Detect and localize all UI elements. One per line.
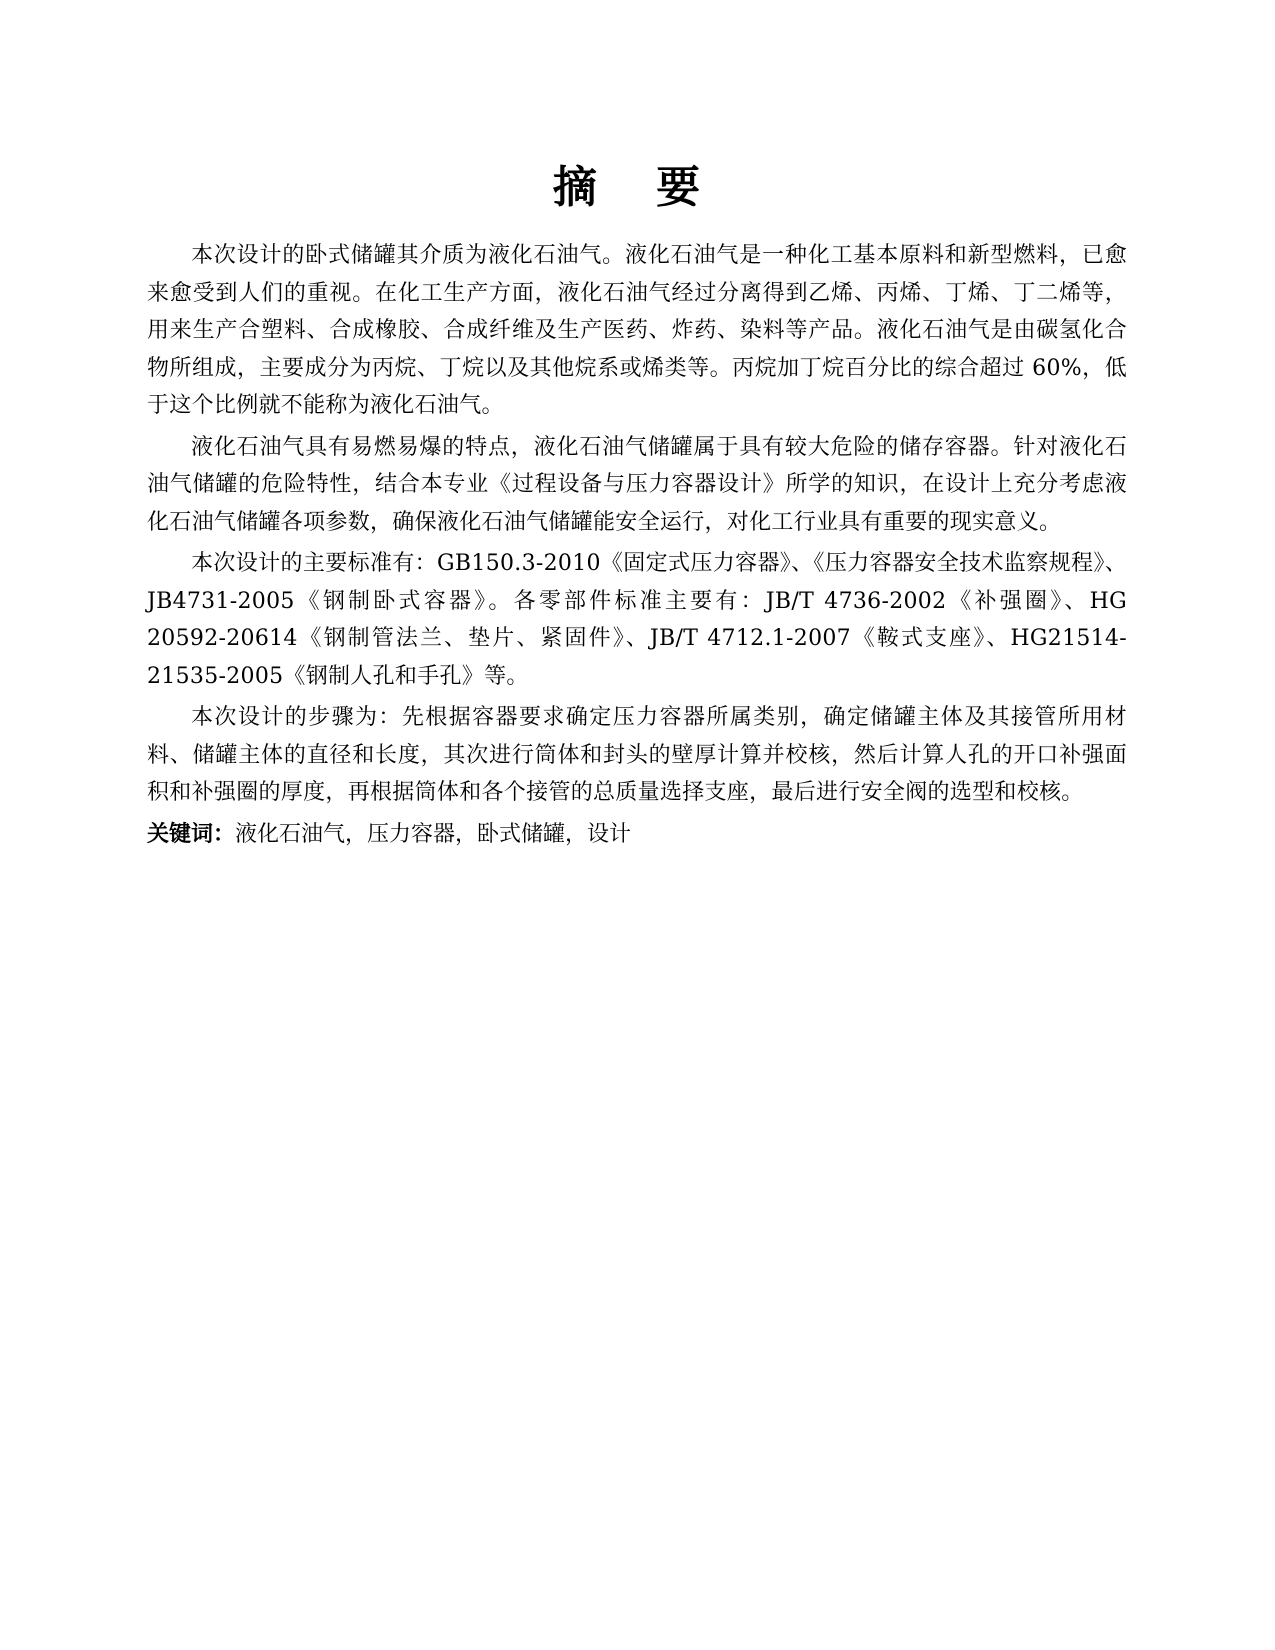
abstract-paragraph-2: 液化石油气具有易燃易爆的特点，液化石油气储罐属于具有较大危险的储存容器。针对液化石油气储罐的危险特性，结合本专业《过程设备与压力容器设计》所学的知识，在设计上充分考虑液化石油气储罐各项参数，确保液化石油气储罐能安全运行，对化工行业具有重要的现实意义。: [147, 434, 1127, 535]
keywords-label: 关键词：: [147, 821, 236, 847]
page-title: 摘 要: [552, 162, 723, 213]
keywords-line: [147, 816, 1127, 854]
abstract-paragraph-4: 本次设计的步骤为：先根据容器要求确定压力容器所属类别，确定储罐主体及其接管所用材料、储罐主体的直径和长度，其次进行筒体和封头的壁厚计算并校核，然后计算人孔的开口补强面积和补强圈的厚度，再根据筒体和各个接管的总质量选择支座，最后进行安全阀的选型和校核。: [147, 705, 1127, 805]
keywords-value: 液化石油气，压力容器，卧式储罐，设计: [235, 821, 632, 847]
abstract-paragraph-3: 本次设计的主要标准有：GB150.3-2010《固定式压力容器》、《压力容器安全技术监察规程》、JB4731-2005《钢制卧式容器》。各零部件标准主要有：JB/T 4736-2002《补强圈》、HG 20592-20614《钢制管法兰、垫片、紧固件》、JB/T 4712.1-2007《鞍式支座》、HG21514-21535-2005《钢制人孔和手孔》等。: [147, 551, 1127, 689]
abstract-body: [147, 237, 1127, 853]
abstract-paragraph-1: 本次设计的卧式储罐其介质为液化石油气。液化石油气是一种化工基本原料和新型燃料，已愈来愈受到人们的重视。在化工生产方面，液化石油气经过分离得到乙烯、丙烯、丁烯、丁二烯等，用来生产合塑料、合成橡胶、合成纤维及生产医药、炸药、染料等产品。液化石油气是由碳氢化合物所组成，主要成分为丙烷、丁烷以及其他烷系或烯类等。丙烷加丁烷百分比的综合超过 60%，低于这个比例就不能称为液化石油气。: [147, 243, 1127, 418]
